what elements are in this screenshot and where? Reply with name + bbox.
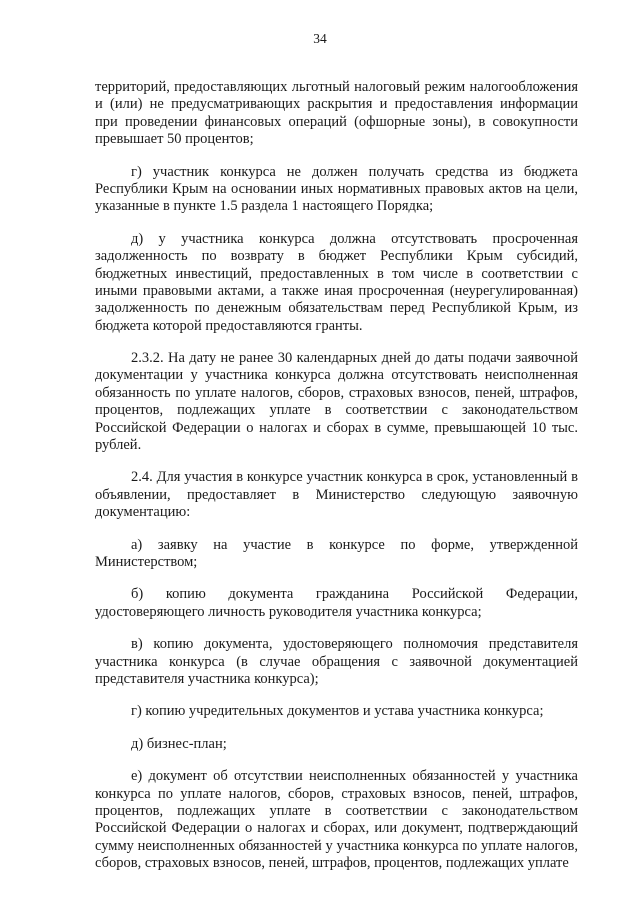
text-line: документации у участника конкурса должна отсутствовать неисполненная <box>95 367 578 384</box>
paragraph <box>95 736 578 753</box>
text-line: 2.3.2. На дату не ранее 30 календарных дней до даты подачи заявочной <box>131 350 578 367</box>
paragraph <box>95 586 578 621</box>
text-line: Российской Федерации о налогах и сборах в сумме, превышающей 10 тыс. <box>95 419 578 436</box>
text-line: процентов, подлежащих уплате в соответствии с законодательством <box>95 802 578 819</box>
text-line: сумму неисполненных обязанностей у участника конкурса по уплате налогов, <box>95 837 578 854</box>
text-line: Российской Федерации о налогах и сборах, или документ, подтверждающий <box>95 820 578 837</box>
text-line: и (или) не предусматривающих раскрытия и предоставления информации <box>95 96 578 113</box>
text-line: обязанность по уплате налогов, сборов, страховых взносов, пеней, штрафов, <box>95 384 578 401</box>
text-line: е) документ об отсутствии неисполненных обязанностей у участника <box>131 768 578 785</box>
text-line: г) участник конкурса не должен получать средства из бюджета <box>131 163 578 180</box>
text-line: участника конкурса (в случае обращения с заявочной документацией <box>95 653 578 670</box>
text-line: д) бизнес-план; <box>131 735 227 752</box>
paragraph <box>95 231 578 335</box>
text-line: процентов, подлежащих уплате в соответствии с законодательством <box>95 402 578 419</box>
text-line: а) заявку на участие в конкурсе по форме, утвержденной <box>131 536 578 553</box>
text-line: при проведении финансовых операций (офшорные зоны), в совокупности <box>95 113 578 130</box>
text-line: документацию: <box>95 504 191 521</box>
text-line: г) копию учредительных документов и устава участника конкурса; <box>131 703 544 720</box>
text-line: превышает 50 процентов; <box>95 131 254 148</box>
text-line: задолженность по денежным обязательствам перед Республикой Крым, из <box>95 300 578 317</box>
text-line: представителя участника конкурса); <box>95 670 319 687</box>
paragraph <box>95 703 578 720</box>
paragraph <box>95 636 578 688</box>
text-line: указанные в пункте 1.5 раздела 1 настоящего Порядка; <box>95 198 434 215</box>
text-line: удостоверяющего личность руководителя участника конкурса; <box>95 603 482 620</box>
text-line: бюджетных инвестиций, предоставленных в том числе в соответствии с <box>95 265 578 282</box>
text-line: б) копию документа гражданина Российской Федерации, <box>131 586 578 603</box>
text-line: территорий, предоставляющих льготный налоговый режим налогообложения <box>95 79 578 95</box>
paragraph <box>95 350 578 454</box>
paragraph <box>95 164 578 216</box>
text-line: объявлении, предоставляет в Министерство следующую заявочную <box>95 486 578 503</box>
text-line: Республики Крым на основании иных нормативных правовых актов на цели, <box>95 180 578 197</box>
text-line: сборов, страховых взносов, пеней, штрафов, процентов, подлежащих уплате <box>95 855 569 872</box>
paragraph <box>95 537 578 572</box>
text-line: конкурса по уплате налогов, сборов, страховых взносов, пеней, штрафов, <box>95 785 578 802</box>
page-number: 34 <box>313 31 327 46</box>
paragraph <box>95 79 578 149</box>
text-line: бюджета которой предоставляются гранты. <box>95 317 363 334</box>
text-line: в) копию документа, удостоверяющего полномочия представителя <box>131 636 578 653</box>
text-line: Министерством; <box>95 553 198 570</box>
text-line: иными правовыми актами, а также иная просроченная (неурегулированная) <box>95 282 578 299</box>
text-line: 2.4. Для участия в конкурсе участник конкурса в срок, установленный в <box>131 469 578 486</box>
paragraph <box>95 768 578 872</box>
text-line: д) у участника конкурса должна отсутствовать просроченная <box>131 230 578 247</box>
body-text <box>95 64 578 872</box>
text-line: задолженность по возврату в бюджет Республики Крым субсидий, <box>95 248 578 265</box>
paragraph <box>95 469 578 521</box>
text-line: рублей. <box>95 437 142 454</box>
